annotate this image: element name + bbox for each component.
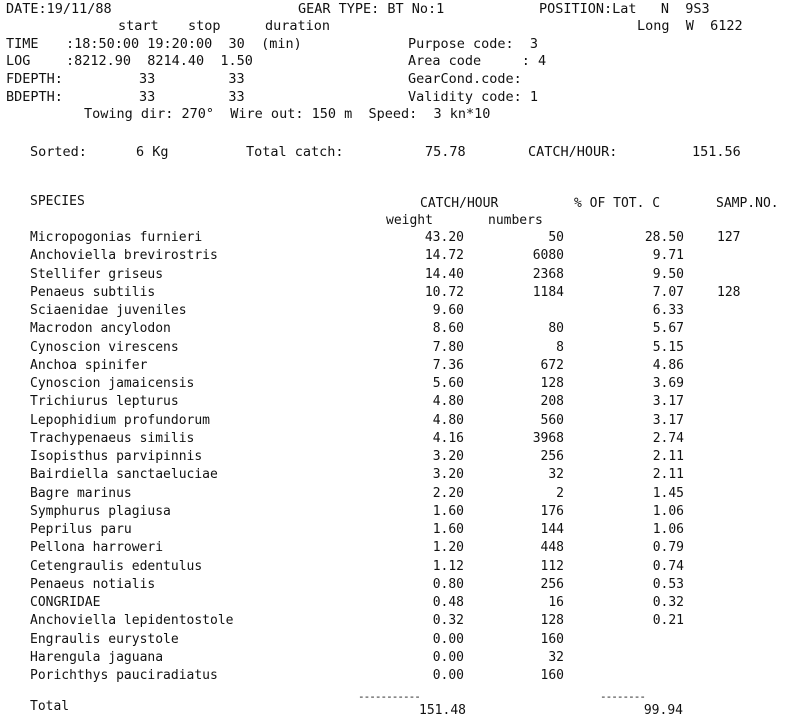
- weight-total-value: 151.48: [419, 703, 466, 718]
- pct-cell: 2.74: [652, 431, 684, 446]
- species-cell: Bagre marinus: [30, 486, 132, 501]
- weight-cell: 14.40: [424, 267, 464, 282]
- weight-total-rule: -----------: [358, 690, 420, 703]
- purpose-code-field: Purpose code: 3: [408, 36, 539, 52]
- pct-cell: 3.17: [652, 413, 684, 428]
- species-cell: Isopisthus parvipinnis: [30, 449, 203, 464]
- weight-cell: 4.80: [432, 394, 464, 409]
- numbers-cell: 144: [540, 522, 564, 537]
- weight-cell: 9.60: [432, 303, 464, 318]
- weight-cell: 0.32: [432, 613, 464, 628]
- time-values: :18:50:00 19:20:00 30 (min): [66, 36, 302, 52]
- pct-total-value: 99.94: [643, 703, 683, 718]
- numbers-cell: 672: [540, 358, 564, 373]
- pct-cell: 0.53: [652, 577, 684, 592]
- weight-cell: 1.60: [432, 504, 464, 519]
- numbers-cell: 256: [540, 577, 564, 592]
- pct-cell: 9.50: [652, 267, 684, 282]
- species-cell: Symphurus plagiusa: [30, 504, 171, 519]
- fdepth-label: FDEPTH:: [6, 71, 63, 87]
- species-cell: Micropogonias furnieri: [30, 230, 203, 245]
- weight-cell: 3.20: [432, 467, 464, 482]
- numbers-cell: 1184: [532, 285, 564, 300]
- validity-code-field: Validity code: 1: [408, 89, 539, 105]
- pct-total-rule: --------: [600, 690, 645, 703]
- total-catch-value: 75.78: [425, 144, 466, 160]
- catch-hour-value: 151.56: [692, 144, 741, 160]
- species-cell: Anchoviella lepidentostole: [30, 613, 234, 628]
- pct-cell: 2.11: [652, 449, 684, 464]
- weight-cell: 7.36: [432, 358, 464, 373]
- species-cell: Anchoa spinifer: [30, 358, 148, 373]
- species-cell: Bairdiella sanctaeluciae: [30, 467, 218, 482]
- species-cell: Lepophidium profundorum: [30, 413, 211, 428]
- pct-cell: 1.45: [652, 486, 684, 501]
- longitude-field: Long W 6122: [637, 18, 743, 34]
- pct-cell: 7.07: [652, 285, 684, 300]
- numbers-cell: 2: [556, 486, 564, 501]
- species-cell: Macrodon ancylodon: [30, 321, 171, 336]
- samp-cell: 127: [717, 230, 741, 245]
- catch-hour-label: CATCH/HOUR:: [528, 144, 618, 160]
- pct-cell: 2.11: [652, 467, 684, 482]
- numbers-cell: 208: [540, 394, 564, 409]
- numbers-cell: 6080: [532, 248, 564, 263]
- weight-cell: 7.80: [432, 340, 464, 355]
- species-cell: Engraulis eurystole: [30, 632, 179, 647]
- numbers-cell: 176: [540, 504, 564, 519]
- weight-cell: 0.00: [432, 650, 464, 665]
- numbers-subheader: numbers: [488, 213, 543, 228]
- log-values: :8212.90 8214.40 1.50: [66, 53, 253, 69]
- col-duration-label: duration: [265, 18, 331, 34]
- numbers-cell: 16: [548, 595, 564, 610]
- species-cell: Cynoscion jamaicensis: [30, 376, 195, 391]
- numbers-cell: 560: [540, 413, 564, 428]
- numbers-cell: 112: [540, 559, 564, 574]
- numbers-cell: 50: [548, 230, 564, 245]
- weight-cell: 1.60: [432, 522, 464, 537]
- weight-cell: 10.72: [424, 285, 464, 300]
- numbers-cell: 32: [548, 650, 564, 665]
- catch-hour-column-header: CATCH/HOUR: [420, 196, 499, 211]
- col-start-label: start: [118, 18, 159, 34]
- numbers-cell: 448: [540, 540, 564, 555]
- weight-cell: 14.72: [424, 248, 464, 263]
- position-field: POSITION:Lat N 9S3: [539, 1, 710, 17]
- species-cell: Porichthys pauciradiatus: [30, 668, 218, 683]
- pct-cell: 4.86: [652, 358, 684, 373]
- gearcond-code-field: GearCond.code:: [408, 71, 522, 87]
- weight-cell: 0.48: [432, 595, 464, 610]
- numbers-cell: 2368: [532, 267, 564, 282]
- pct-total-column-header: % OF TOT. C: [574, 196, 661, 211]
- pct-cell: 5.67: [652, 321, 684, 336]
- species-cell: Harengula jaguana: [30, 650, 164, 665]
- pct-cell: 1.06: [652, 504, 684, 519]
- weight-subheader: weight: [386, 213, 433, 228]
- pct-cell: 0.32: [652, 595, 684, 610]
- weight-cell: 8.60: [432, 321, 464, 336]
- area-code-field: Area code : 4: [408, 53, 547, 69]
- species-cell: Sciaenidae juveniles: [30, 303, 187, 318]
- samp-cell: 128: [717, 285, 741, 300]
- pct-cell: 6.33: [652, 303, 684, 318]
- numbers-cell: 160: [540, 668, 564, 683]
- species-column-header: SPECIES: [30, 194, 85, 209]
- weight-cell: 43.20: [424, 230, 464, 245]
- species-cell: Trachypenaeus similis: [30, 431, 195, 446]
- total-label: Total: [30, 699, 70, 714]
- weight-cell: 0.00: [432, 632, 464, 647]
- weight-cell: 2.20: [432, 486, 464, 501]
- numbers-cell: 128: [540, 376, 564, 391]
- weight-cell: 5.60: [432, 376, 464, 391]
- gear-type-field: GEAR TYPE: BT No:1: [298, 1, 445, 17]
- numbers-cell: 128: [540, 613, 564, 628]
- bdepth-label: BDEPTH:: [6, 89, 63, 105]
- time-label: TIME: [6, 36, 39, 52]
- species-cell: CONGRIDAE: [30, 595, 101, 610]
- weight-cell: 0.80: [432, 577, 464, 592]
- pct-cell: 1.06: [652, 522, 684, 537]
- weight-cell: 0.00: [432, 668, 464, 683]
- species-cell: Penaeus notialis: [30, 577, 156, 592]
- pct-cell: 28.50: [644, 230, 684, 245]
- towing-line: Towing dir: 270° Wire out: 150 m Speed: 3 kn*10: [84, 106, 491, 122]
- numbers-cell: 8: [556, 340, 564, 355]
- weight-cell: 3.20: [432, 449, 464, 464]
- species-cell: Trichiurus lepturus: [30, 394, 179, 409]
- numbers-cell: 3968: [532, 431, 564, 446]
- pct-cell: 5.15: [652, 340, 684, 355]
- species-cell: Penaeus subtilis: [30, 285, 156, 300]
- species-cell: Anchoviella brevirostris: [30, 248, 218, 263]
- species-cell: Stellifer griseus: [30, 267, 164, 282]
- weight-cell: 4.16: [432, 431, 464, 446]
- weight-cell: 1.12: [432, 559, 464, 574]
- bdepth-values: 33 33: [139, 89, 245, 105]
- sorted-label: Sorted:: [30, 144, 87, 160]
- sample-number-column-header: SAMP.NO.: [716, 196, 779, 211]
- date-field: DATE:19/11/88: [6, 1, 112, 17]
- species-cell: Cetengraulis edentulus: [30, 559, 203, 574]
- pct-cell: 3.17: [652, 394, 684, 409]
- fdepth-values: 33 33: [139, 71, 245, 87]
- sorted-value: 6 Kg: [136, 144, 169, 160]
- pct-cell: 0.74: [652, 559, 684, 574]
- species-cell: Peprilus paru: [30, 522, 132, 537]
- numbers-cell: 80: [548, 321, 564, 336]
- species-cell: Cynoscion virescens: [30, 340, 179, 355]
- species-cell: Pellona harroweri: [30, 540, 164, 555]
- total-catch-label: Total catch:: [246, 144, 344, 160]
- numbers-cell: 256: [540, 449, 564, 464]
- numbers-cell: 32: [548, 467, 564, 482]
- weight-cell: 1.20: [432, 540, 464, 555]
- pct-cell: 3.69: [652, 376, 684, 391]
- pct-cell: 9.71: [652, 248, 684, 263]
- weight-cell: 4.80: [432, 413, 464, 428]
- numbers-cell: 160: [540, 632, 564, 647]
- col-stop-label: stop: [188, 18, 221, 34]
- log-label: LOG: [6, 53, 31, 69]
- pct-cell: 0.79: [652, 540, 684, 555]
- pct-cell: 0.21: [652, 613, 684, 628]
